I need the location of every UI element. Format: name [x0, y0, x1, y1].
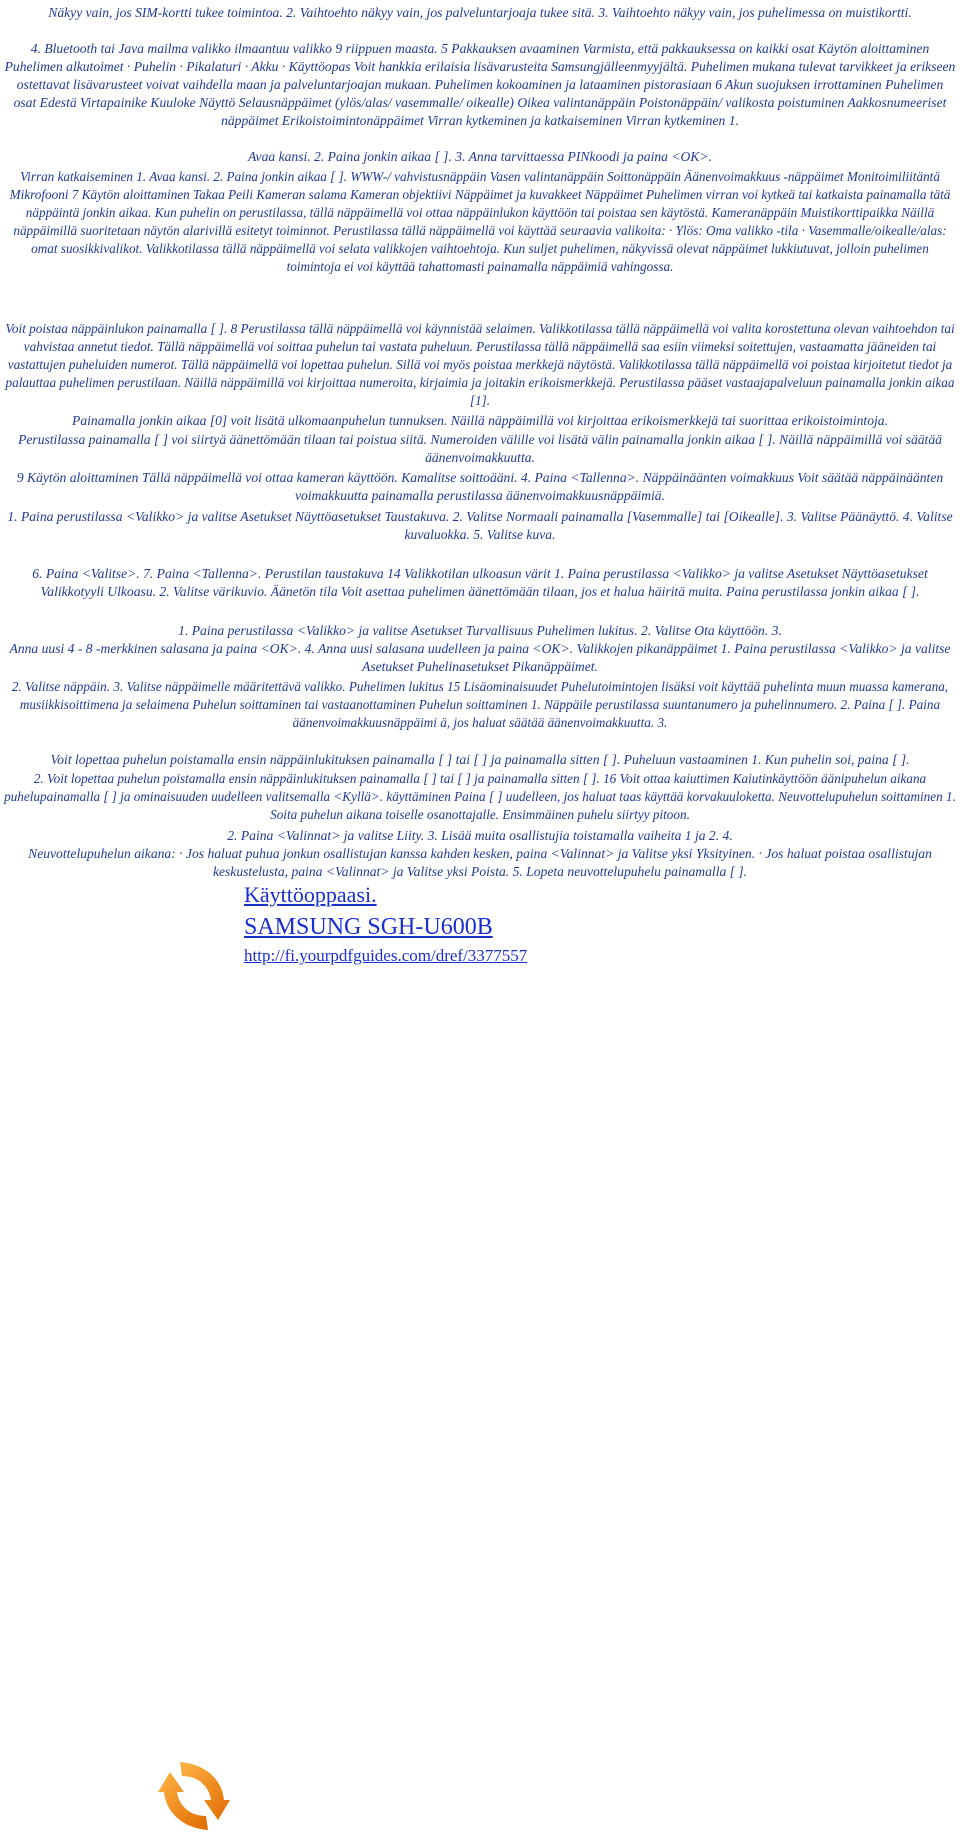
- guide-title-link[interactable]: Käyttöoppaasi.: [244, 882, 377, 907]
- paragraph-extra-features: 2. Valitse näppäin. 3. Valitse näppäimelle määritettävä valikko. Puhelimen lukitus 15 Lisäominaisuudet Puhelutoimintojen lisäksi voit käyttää puhelinta muun muassa kamerana, musiikkisoittimena ja selaimena Puhelun soittaminen tai vastaanottaminen Puhelun soittaminen 1. Näppäile perustilassa suuntanumero ja puhelinnumero. 2. Paina [ ]. Paina äänenvoimakkuusnäppäimi ä, jos haluat säätää äänenvoimakkuutta. 3.: [11, 679, 949, 730]
- paragraph-join-call: 2. Paina <Valinnat> ja valitse Liity. 3. Lisää muita osallistujia toistamalla vaiheita 1 ja 2. 4.: [227, 828, 733, 843]
- guide-url-link[interactable]: http://fi.yourpdfguides.com/dref/3377557: [244, 946, 528, 965]
- paragraph-keylock: Voit poistaa näppäinlukon painamalla [ ]. 8 Perustilassa tällä näppäimellä voi käynnistää selaimen. Valikkotilassa tällä näppäimellä voi valita korostettuna olevan vaihtoehdon tai vahvistaa annetut tiedot. Tällä näppäimellä voi soittaa puhelun tai vastata puheluun. Perustilassa tällä näppäimellä saa esiin viimeksi soitettujen, vastaamatta jääneiden tai vastattujen puheluiden numerot. Tällä näppäimellä voi lopettaa puhelun. Sillä voi myös poistaa merkkejä näytöstä. Valikkotilassa tällä näppäimellä voi poistaa kirjoitetut tiedot ja palauttaa puhelimen perustilaan. Näillä näppäimillä voi kirjoittaa numeroita, kirjaimia ja joitakin erikoismerkkejä. Perustilassa pääset vastaajapalveluun painamalla jonkin aikaa [1].: [5, 321, 955, 408]
- paragraph-power-off-keys: Virran katkaiseminen 1. Avaa kansi. 2. Paina jonkin aikaa [ ]. WWW-/ vahvistusnäppäin Vasen valintanäppäin Soittonäppäin Äänenvoimakkuus -näppäimet Monitoimiliitäntä Mikrofooni 7 Käytön aloittaminen Takaa Peili Kameran salama Kameran objektiivi Näppäimet ja kuvakkeet Näppäimet Puhelimen virran voi kytkeä tai katkaista painamalla tätä näppäintä jonkin aikaa. Kun puhelin on perustilassa, tällä näppäimellä voi ottaa näppäinlukon käyttöön tai poistaa sen käytöstä. Kameranäppäin Muistikorttipaikka Näillä näppäimillä suoritetaan näytön alarivillä esitetyt toiminnot. Perustilassa tällä näppäimellä voi käyttää seuraavia valikoita: · Ylös: Oma valikko -tila · Vasemmalle/oikealle/alas: omat suosikkivalikot. Valikkotilassa tällä näppäimellä voi selata valikkojen vaihtoehtoja. Kun suljet puhelimen, näkyvissä olevat näppäimet lukkiutuvat, jolloin puhelimen toimintoja ei voi käyttää tahattomasti painamalla näppäimiä vahingossa.: [9, 169, 951, 274]
- paragraph-end-call: Voit lopettaa puhelun poistamalla ensin näppäinlukituksen painamalla [ ] tai [ ] ja painamalla sitten [ ]. Puheluun vastaaminen 1. Kun puhelin soi, paina [ ].: [50, 752, 910, 767]
- paragraph-wallpaper-steps: 1. Paina perustilassa <Valikko> ja valitse Asetukset Näyttöasetukset Taustakuva. 2. Valitse Normaali painamalla [Vasemmalle] tai [Oikealle]. 3. Valitse Päänäyttö. 4. Valitse kuvaluokka. 5. Valitse kuva.: [7, 509, 953, 542]
- paragraph-key-tones: 9 Käytön aloittaminen Tällä näppäimellä voi ottaa kameran käyttöön. Kamalitse soittoääni. 4. Paina <Tallenna>. Näppäinäänten voimakkuus Voit säätää näppäinäänten voimakkuutta painamalla perustilassa äänenvoimakkuusnäppäimiä.: [16, 470, 944, 503]
- paragraph-bluetooth-package: 4. Bluetooth tai Java mailma valikko ilmaantuu valikko 9 riippuen maasta. 5 Pakkauksen avaaminen Varmista, että pakkauksessa on kaikki osat Käytön aloittaminen Puhelimen alkutoimet · Puhelin · Pikalaturi · Akku · Käyttöopas Voit hankkia erilaisia lisävarusteita Samsungjälleenmyyjältä. Puhelimen mukana tulevat tarvikkeet ja erikseen ostettavat lisävarusteet voivat vaihdella maan ja palveluntarjoajan mukaan. Puhelimen kokoaminen ja lataaminen pistorasiaan 6 Akun suojuksen irrottaminen Puhelimen osat Edestä Virtapainike Kuuloke Näyttö Selausnäppäimet (ylös/alas/ vasemmalle/ oikealle) Oikea valintanäppäin Poistonäppäin/ valikosta poistuminen Aakkosnumeeriset näppäimet Erikoistoimintonäppäimet Virran kytkeminen ja katkaiseminen Virran kytkeminen 1.: [4, 41, 956, 128]
- paragraph-menu-style: 6. Paina <Valitse>. 7. Paina <Tallenna>. Perustilan taustakuva 14 Valikkotilan ulkoasun värit 1. Paina perustilassa <Valikko> ja valitse Asetukset Näyttöasetukset Valikkotyyli Ulkoasu. 2. Valitse värikuvio. Äänetön tila Voit asettaa puhelimen äänettömään tilaan, jos et halua häiritä muita. Paina perustilassa jonkin aikaa [ ].: [32, 566, 928, 599]
- paragraph-silent-mode: Perustilassa painamalla [ ] voi siirtyä äänettömään tilaan tai poistua siitä. Numeroiden välille voi lisätä välin painamalla jonkin aikaa [ ]. Näillä näppäimillä voi säätää äänenvoimakkuutta.: [18, 432, 942, 465]
- paragraph-conference: Neuvottelupuhelun aikana: · Jos haluat puhua jonkun osallistujan kanssa kahden kesken, paina <Valinnat> ja Valitse yksi Yksityinen. · Jos haluat poistaa osallistujan keskustelusta, paina <Valinnat> ja Valitse yksi Poista. 5. Lopeta neuvottelupuhelu painamalla [ ].: [28, 846, 932, 879]
- paragraph-phone-lock: 1. Paina perustilassa <Valikko> ja valitse Asetukset Turvallisuus Puhelimen lukitus. 2. Valitse Ota käyttöön. 3.: [178, 623, 782, 638]
- paragraph-open-cover: Avaa kansi. 2. Paina jonkin aikaa [ ]. 3. Anna tarvittaessa PINkoodi ja paina <OK>.: [247, 149, 713, 164]
- orange-arrow-icon: [156, 1758, 232, 1834]
- paragraph-sim-note: Näkyy vain, jos SIM-kortti tukee toimintoa. 2. Vaihtoehto näkyy vain, jos palveluntarjoaja tukee sitä. 3. Vaihtoehto näkyy vain, jos puhelimessa on muistikortti.: [48, 5, 912, 20]
- paragraph-international-prefix: Painamalla jonkin aikaa [0] voit lisätä ulkomaanpuhelun tunnuksen. Näillä näppäimillä voi kirjoittaa erikoismerkkejä tai suorittaa erikoistoimintoja.: [72, 413, 888, 428]
- paragraph-password: Anna uusi 4 - 8 -merkkinen salasana ja paina <OK>. 4. Anna uusi salasana uudelleen ja paina <OK>. Valikkojen pikanäppäimet 1. Paina perustilassa <Valikko> ja valitse Asetukset Puhelinasetukset Pikanäppäimet.: [9, 641, 951, 674]
- model-name-link[interactable]: SAMSUNG SGH-U600B: [244, 914, 493, 940]
- paragraph-speaker: 2. Voit lopettaa puhelun poistamalla ensin näppäinlukituksen painamalla [ ] tai [ ] ja painamalla sitten [ ]. 16 Voit ottaa kaiuttimen Kaiutinkäyttöön äänipuhelun aikana puhelupainamalla [ ] ja ominaisuuden uudelleen valitsemalla <Kyllä>. käyttäminen Paina [ ] uudelleen, jos haluat taas käyttää korvakuuloketta. Neuvottelupuhelun soittaminen 1. Soita puhelun aikana toiselle osanottajalle. Ensimmäinen puhelu siirtyy pitoon.: [4, 771, 956, 822]
